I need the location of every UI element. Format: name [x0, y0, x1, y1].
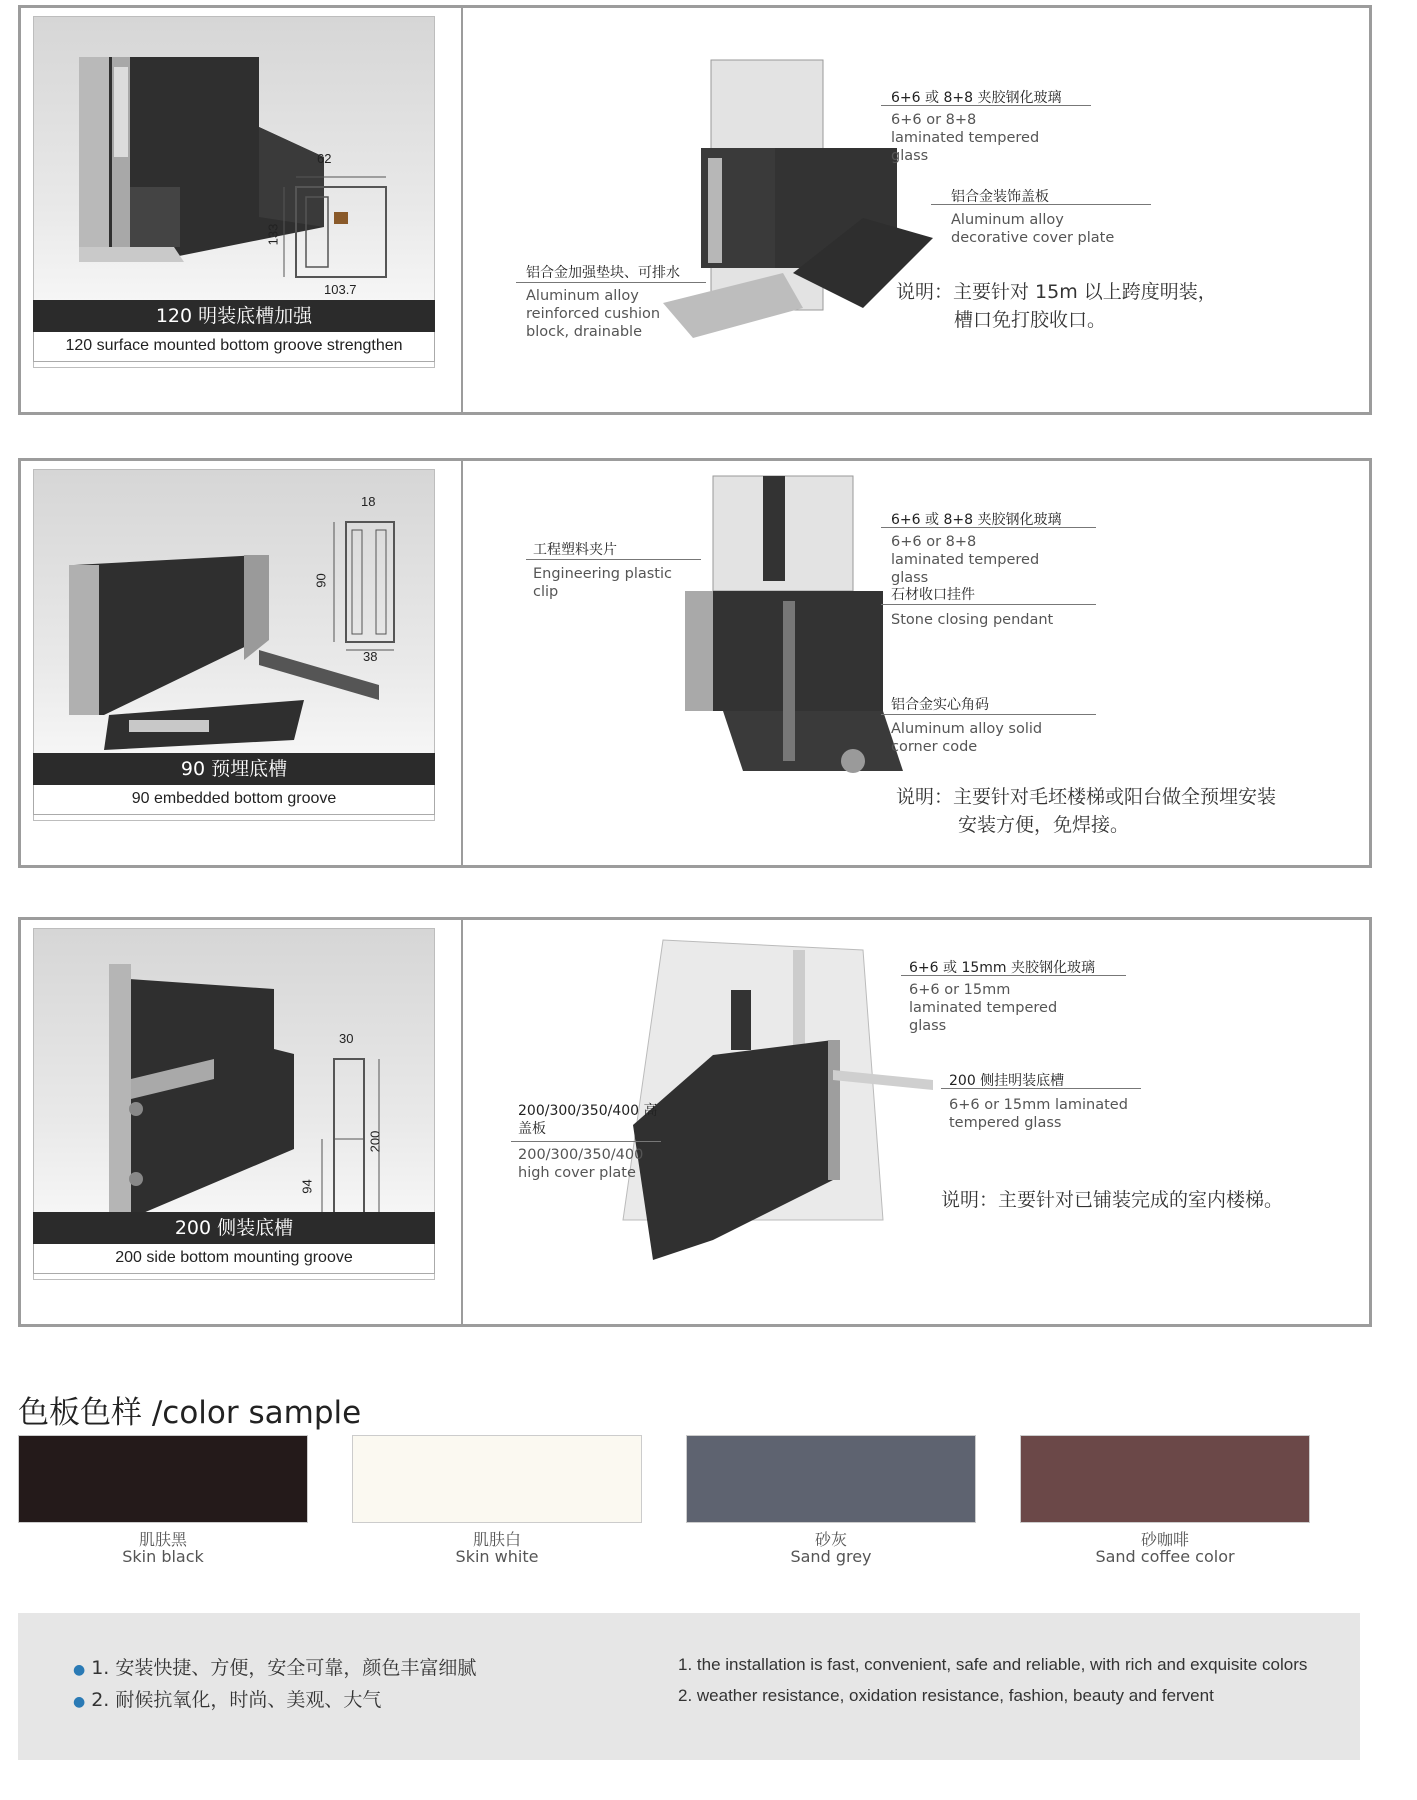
note-line: 说明：主要针对毛坯楼梯或阳台做全预埋安装	[896, 786, 1277, 808]
label-cover-en: Aluminum alloy decorative cover plate	[951, 212, 1115, 246]
swatch-label-cn: 肌肤黑	[138, 1530, 187, 1549]
swatch-skin-black	[18, 1435, 308, 1523]
label-pendant-en: Stone closing pendant	[891, 612, 1054, 628]
label-glass-en: 6+6 or 8+8 laminated tempered glass	[891, 534, 1040, 586]
label-cover-cn: 铝合金装饰盖板	[951, 189, 1049, 205]
swatch-label-en: Sand grey	[790, 1547, 872, 1566]
label-clip-en: Engineering plastic clip	[533, 566, 672, 600]
label-glass-cn: 6+6 或 8+8 夹胶钢化玻璃	[891, 512, 1062, 528]
dimension-height: 90	[313, 573, 329, 588]
label-glass-cn: 6+6 或 15mm 夹胶钢化玻璃	[909, 960, 1095, 976]
note-line: 说明：主要针对已铺装完成的室内楼梯。	[941, 1189, 1284, 1211]
swatch-label-en: Skin white	[455, 1547, 539, 1566]
feature-en-2: 2. weather resistance, oxidation resistance, fashion, beauty and fervent	[678, 1686, 1214, 1705]
installation-note	[896, 783, 1276, 839]
dimension-height: 200	[367, 1130, 383, 1153]
feature-text: 2. 耐候抗氧化，时尚、美观、大气	[91, 1689, 382, 1711]
product-caption-cn: 200 侧装底槽	[33, 1212, 435, 1244]
label-groove-en: 6+6 or 15mm laminated tempered glass	[949, 1097, 1128, 1131]
label-glass-cn: 6+6 或 8+8 夹胶钢化玻璃	[891, 90, 1062, 106]
installation-note	[941, 1186, 1283, 1214]
label-cover-en: 200/300/350/400 high cover plate	[518, 1147, 644, 1181]
feature-cn-1	[73, 1653, 476, 1680]
product-caption-cn: 90 预埋底槽	[33, 753, 435, 785]
product-caption-cn: 120 明装底槽加强	[33, 300, 435, 332]
swatch-label-en: Sand coffee color	[1095, 1547, 1235, 1566]
installation-note	[896, 278, 1217, 334]
feature-en-1: 1. the installation is fast, convenient, safe and reliable, with rich and exquisite colors	[678, 1655, 1308, 1674]
dimension-width: 62	[317, 151, 332, 166]
note-line: 槽口免打胶收口。	[954, 309, 1107, 331]
product-caption-en: 90 embedded bottom groove	[33, 785, 435, 815]
note-line: 安装方便，免焊接。	[958, 814, 1130, 836]
label-pendant-cn: 石材收口挂件	[891, 587, 975, 603]
dimension-width: 18	[361, 494, 376, 509]
swatch-skin-white	[352, 1435, 642, 1523]
swatch-label-cn: 砂灰	[814, 1530, 847, 1549]
swatch-sand-coffee	[1020, 1435, 1310, 1523]
dimension-height: 133	[265, 223, 281, 246]
installation-diagram	[463, 8, 1373, 416]
swatch-label-cn: 肌肤白	[472, 1530, 521, 1549]
label-corner-cn: 铝合金实心角码	[891, 697, 989, 713]
swatch-label-en: Skin black	[122, 1547, 204, 1566]
label-cushion-en: Aluminum alloy reinforced cushion block, drainable	[526, 288, 661, 340]
dimension-width: 30	[339, 1031, 354, 1046]
product-caption-en: 200 side bottom mounting groove	[33, 1244, 435, 1274]
features-box	[18, 1613, 1360, 1760]
swatch-label-cn: 砂咖啡	[1140, 1530, 1189, 1549]
product-caption-en: 120 surface mounted bottom groove strengthen	[33, 332, 435, 362]
label-glass-en: 6+6 or 15mm laminated tempered glass	[909, 982, 1058, 1034]
feature-cn-2	[73, 1685, 381, 1712]
swatch-sand-grey	[686, 1435, 976, 1523]
product-panel-90	[18, 458, 1372, 868]
label-corner-en: Aluminum alloy solid corner code	[891, 721, 1043, 755]
label-cushion-cn: 铝合金加强垫块、可排水	[526, 265, 680, 281]
product-panel-200	[18, 917, 1372, 1327]
dimension-small: 94	[299, 1179, 315, 1194]
dimension-base: 38	[363, 649, 378, 664]
label-glass-en: 6+6 or 8+8 laminated tempered glass	[891, 112, 1040, 164]
label-cover-cn: 200/300/350/400 高盖板	[518, 1103, 658, 1137]
dimension-base: 103.7	[324, 282, 357, 297]
color-section-title: 色板色样 /color sample	[18, 1395, 362, 1431]
label-groove-cn: 200 侧挂明装底槽	[949, 1073, 1065, 1089]
note-line: 说明：主要针对 15m 以上跨度明装，	[896, 281, 1217, 303]
product-panel-120	[18, 5, 1372, 415]
bullet-icon: ●	[73, 1694, 86, 1710]
feature-text: 1. 安装快捷、方便，安全可靠，颜色丰富细腻	[91, 1657, 477, 1679]
bullet-icon: ●	[73, 1662, 86, 1678]
label-clip-cn: 工程塑料夹片	[533, 542, 617, 558]
